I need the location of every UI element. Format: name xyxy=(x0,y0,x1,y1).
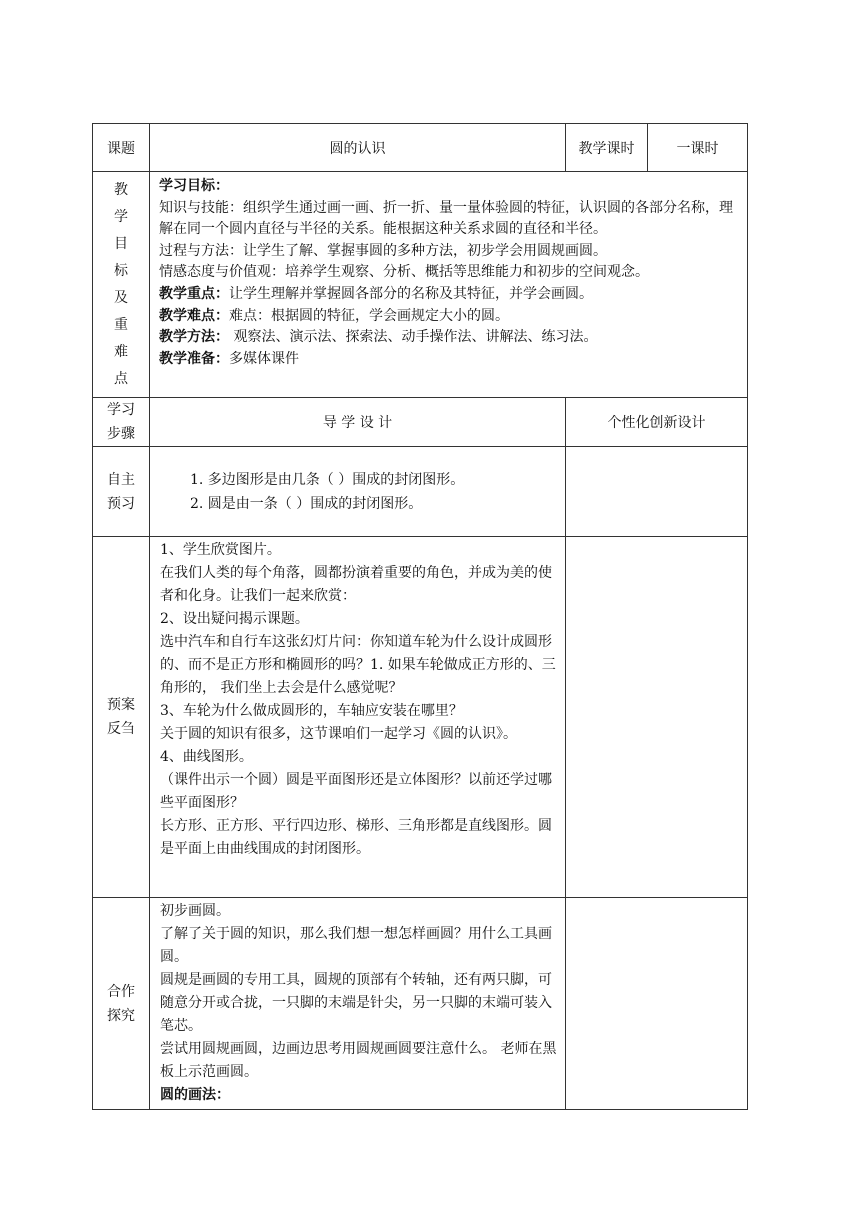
objectives-content xyxy=(150,172,748,398)
explore-label-line: 探究 xyxy=(107,1007,135,1024)
teaching-prep-text: 多媒体课件 xyxy=(229,350,299,367)
topic-title: 圆的认识 xyxy=(150,124,566,172)
reflect-line: 长方形、正方形、平行四边形、梯形、三角形都是直线图形。圆是平面上由曲线围成的封闭图形。 xyxy=(160,818,552,857)
preview-label xyxy=(93,447,150,537)
explore-line: 初步画圆。 xyxy=(160,903,230,919)
explore-line: 圆规是画圆的专用工具，圆规的顶部有个转轴，还有两只脚，可随意分开或合拢，一只脚的末端是针尖，另一只脚的末端可装入笔芯。 xyxy=(160,972,552,1034)
key-point-label: 教学重点： xyxy=(159,285,229,302)
objectives-label-char: 教 xyxy=(114,181,128,198)
teaching-method-text: 观察法、演示法、探索法、动手操作法、讲解法、练习法。 xyxy=(229,329,598,346)
explore-line: 了解了关于圆的知识，那么我们想一想怎样画圆？用什么工具画圆。 xyxy=(160,926,552,965)
explore-row xyxy=(93,898,748,1110)
column-header-row xyxy=(93,398,748,447)
preview-label-line: 自主 xyxy=(107,471,135,488)
lesson-plan-table xyxy=(92,123,748,1110)
knowledge-skills: 知识与技能：组织学生通过画一画、折一折、量一量体验圆的特征，认识圆的各部分名称，理解在同一个圆内直径与半径的关系。能根据这种关系求圆的直径和半径。 xyxy=(159,199,733,238)
steps-label-line: 步骤 xyxy=(107,426,135,442)
header-row xyxy=(93,124,748,172)
reflect-content xyxy=(150,537,566,898)
explore-label xyxy=(93,898,150,1110)
objectives-label-char: 点 xyxy=(114,370,128,387)
reflect-line: 关于圆的知识有很多，这节课咱们一起学习《圆的认识》。 xyxy=(160,726,517,742)
reflect-line: 4、曲线图形。 xyxy=(160,749,253,765)
process-methods: 过程与方法：让学生了解、掌握事圆的多种方法，初步学会用圆规画圆。 xyxy=(159,242,607,259)
preview-item: 2. 圆是由一条（ ）围成的封闭图形。 xyxy=(190,495,423,512)
teaching-prep xyxy=(159,349,741,371)
reflect-label-line: 反刍 xyxy=(107,721,135,737)
reflect-line: 选中汽车和自行车这张幻灯片问：你知道车轮为什么设计成圆形的、而不是正方形和椭圆形的吗？1. 如果车轮做成正方形的、三角形的， 我们坐上去会是什么感觉呢？ xyxy=(160,634,556,696)
preview-item: 1. 多边图形是由几条（ ）围成的封闭图形。 xyxy=(190,471,465,488)
objectives-label-char: 目 xyxy=(114,235,128,252)
key-point xyxy=(159,284,741,306)
steps-label-line: 学习 xyxy=(107,402,135,418)
preview-personal-cell xyxy=(566,447,748,537)
preview-content xyxy=(150,447,566,537)
objectives-label-char: 学 xyxy=(114,208,128,225)
reflect-line: 3、车轮为什么做成圆形的，车轴应安装在哪里？ xyxy=(160,703,463,719)
explore-content xyxy=(150,898,566,1110)
hours-label: 教学课时 xyxy=(566,124,648,172)
objectives-label-char: 重 xyxy=(114,316,128,333)
reflect-line: 在我们人类的每个角落，圆都扮演着重要的角色，并成为美的使者和化身。让我们一起来欣赏： xyxy=(160,565,552,604)
reflect-line: 2、设出疑问揭示课题。 xyxy=(160,611,309,627)
explore-label-line: 合作 xyxy=(107,983,135,1000)
preview-label-line: 预习 xyxy=(107,495,135,512)
design-header: 导 学 设 计 xyxy=(150,398,566,447)
difficulty-label: 教学难点： xyxy=(159,307,229,324)
reflect-label xyxy=(93,537,150,898)
key-point-text: 让学生理解并掌握圆各部分的名称及其特征，并学会画圆。 xyxy=(229,285,593,302)
objectives-label xyxy=(93,172,150,398)
steps-label xyxy=(93,398,150,447)
explore-line: 尝试用圆规画圆，边画边思考用圆规画圆要注意什么。 老师在黑板上示范画圆。 xyxy=(160,1041,557,1080)
teaching-method-label: 教学方法： xyxy=(159,329,229,346)
difficulty-text: 难点：根据圆的特征，学会画规定大小的圆。 xyxy=(229,307,509,324)
reflect-personal-cell xyxy=(566,537,748,898)
topic-label: 课题 xyxy=(93,124,150,172)
personal-design-header: 个性化创新设计 xyxy=(566,398,748,447)
explore-personal-cell xyxy=(566,898,748,1110)
objectives-label-char: 及 xyxy=(114,289,128,306)
reflect-line: 1、学生欣赏图片。 xyxy=(160,542,281,558)
circle-method-heading: 圆的画法： xyxy=(160,1087,230,1103)
teaching-method xyxy=(159,327,741,349)
objectives-label-char: 难 xyxy=(114,343,128,360)
objectives-row xyxy=(93,172,748,398)
reflect-label-line: 预案 xyxy=(107,697,135,713)
teaching-prep-label: 教学准备： xyxy=(159,350,229,367)
emotion-values: 情感态度与价值观：培养学生观察、分析、概括等思维能力和初步的空间观念。 xyxy=(159,264,649,281)
reflect-line: （课件出示一个圆）圆是平面图形还是立体图形？以前还学过哪些平面图形？ xyxy=(160,772,552,811)
difficulty xyxy=(159,306,741,328)
objectives-label-char: 标 xyxy=(114,262,128,279)
hours-value: 一课时 xyxy=(648,124,748,172)
objectives-heading: 学习目标： xyxy=(159,178,229,194)
reflect-row xyxy=(93,537,748,898)
preview-row xyxy=(93,447,748,537)
